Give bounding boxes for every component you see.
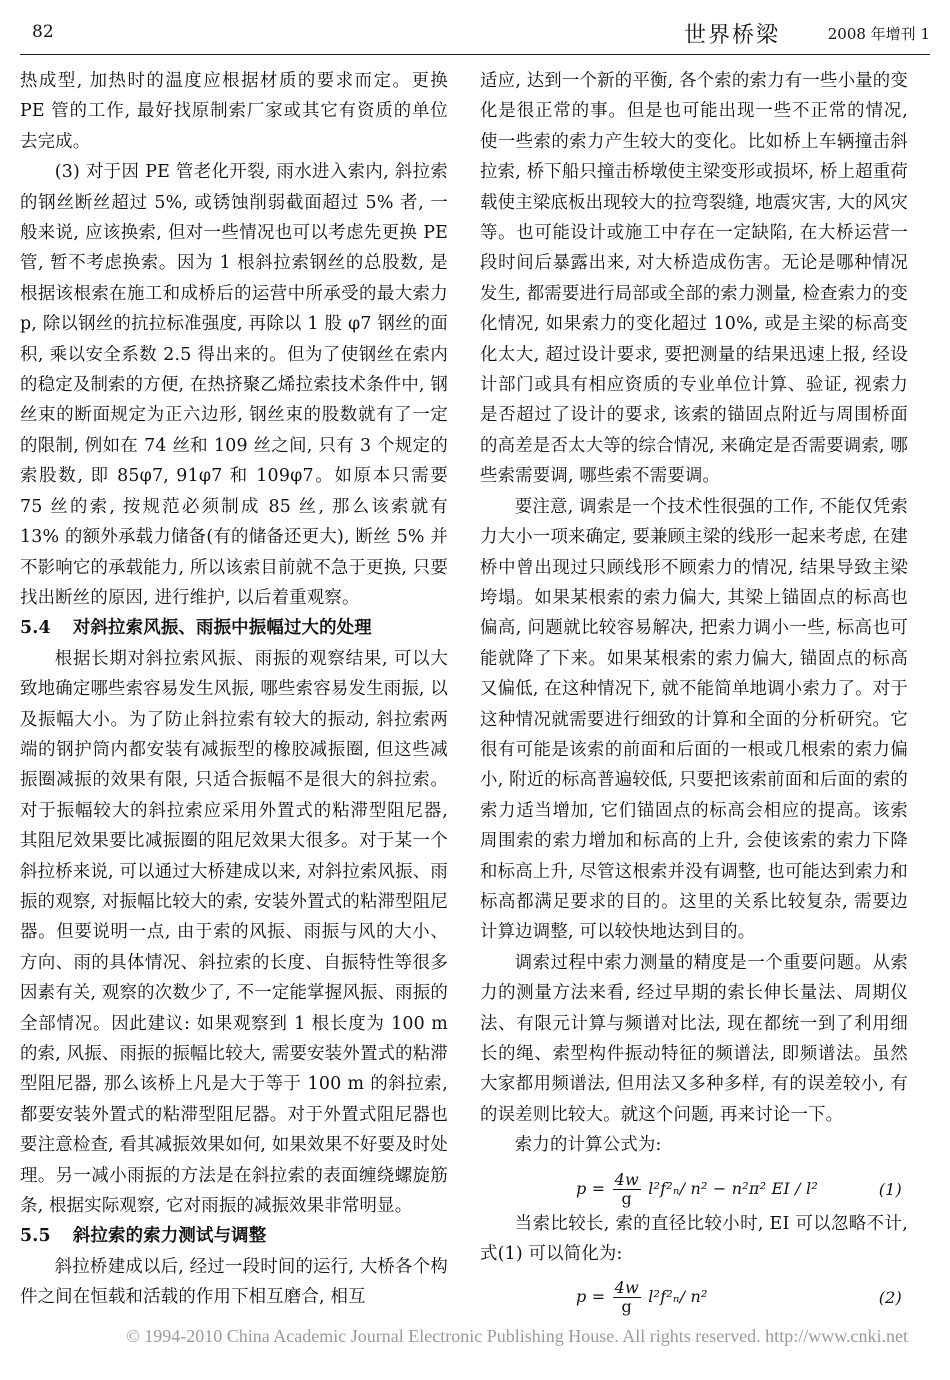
right-column (480, 66, 908, 1317)
paragraph: 当索比较长, 索的直径比较小时, EI 可以忽略不计, 式(1) 可以简化为: (480, 1213, 908, 1265)
section-heading-5-5 (20, 1221, 448, 1251)
fraction-numerator: 4w (614, 1169, 639, 1189)
section-number: 5.4 (20, 618, 51, 639)
section-title: 对斜拉索风振、雨振中振幅过大的处理 (72, 618, 372, 639)
section-title: 斜拉索的索力测试与调整 (72, 1226, 267, 1247)
paragraph: 根据长期对斜拉索风振、雨振的观察结果, 可以大致地确定哪些索容易发生风振, 哪些索容易发生雨振, 以及振幅大小。为了防止斜拉索有较大的振动, 斜拉索两端的钢护筒内都安装有减振型的橡胶减振圈, 但这些减振圈减振的效果有限, 只适合振幅不是很大的斜拉索。对于振幅较大的斜拉索应采用外置式的粘滞型阻尼器, 其阻尼效果要比减振圈的阻尼效果大很多。对于某一个斜拉桥来说, 可以通过大桥建成以来, 对斜拉索风振、雨振的观察, 对振幅比较大的索, 安装外置式的粘滞型阻尼器。但要说明一点, 由于索的风振、雨振与风的大小、方向、雨的具体情况、斜拉索的长度、自振特性等很多因素有关, 观察的次数少了, 不一定能掌握风振、雨振的全部情况。因此建议: 如果观察到 1 根长度为 100 m 的索, 风振、雨振的振幅比较大, 需要安装外置式的粘滞型阻尼器, 那么该桥上凡是大于等于 100 m 的斜拉索, 都要安装外置式的粘滞型阻尼器。对于外置式阻尼器也要注意检查, 看其减振效果如何, 如果效果不好要及时处理。另一减小雨振的方法是在斜拉索的表面缠绕螺旋筋条, 根据实际观察, 它对雨振的减振效果非常明显。 (20, 648, 448, 1217)
equation-number: (1) (878, 1179, 902, 1199)
equation-fraction (613, 1171, 641, 1208)
fraction-numerator: 4w (614, 1278, 639, 1298)
copyright-footer: © 1994-2010 China Academic Journal Electronic Publishing House. All rights reserved. http://www.cnki.net (126, 1326, 908, 1346)
equation-lhs: p = (576, 1178, 606, 1198)
equation-expression (576, 1279, 708, 1316)
paragraph: (3) 对于因 PE 管老化开裂, 雨水进入索内, 斜拉索的钢丝断丝超过 5%, 或锈蚀削弱截面超过 5% 者, 一般来说, 应该换索, 但对一些情况也可以考虑先更换 PE 管, 暂不考虑换索。因为 1 根斜拉索钢丝的总股数, 是根据该根索在施工和成桥后的运营中所承受的最大索力 p, 除以钢丝的抗拉标准强度, 再除以 1 股 φ7 钢丝的面积, 乘以安全系数 2.5 得出来的。但为了使钢丝在索内的稳定及制索的方便, 在热挤聚乙烯拉索技术条件中, 钢丝束的断面规定为正六边形, 钢丝束的股数就有了一定的限制, 例如在 74 丝和 109 丝之间, 只有 3 个规定的索股数, 即 85φ7, 91φ7 和 109φ7。如原本只需要 75 丝的索, 按规范必须制成 85 丝, 那么该索就有 13% 的额外承载力储备(有的储备还更大), 断丝 5% 并不影响它的承载能力, 所以该索目前就不急于更换, 只要找出断丝的原因, 进行维护, 以后着重观察。 (20, 162, 448, 608)
equation-lhs: p = (576, 1287, 606, 1307)
section-number: 5.5 (20, 1226, 51, 1247)
issue-label: 2008 年增刊 1 (827, 25, 930, 43)
paragraph: 调索过程中索力测量的精度是一个重要问题。从索力的测量方法来看, 经过早期的索长伸长量法、周期仪法、有限元计算与频谱对比法, 现在都统一到了利用细长的绳、索型构件振动特征的频谱法, 即频谱法。虽然大家都用频谱法, 但用法又多种多样, 有的误差较小, 有的误差则比较大。就这个问题, 再来讨论一下。 (480, 952, 908, 1125)
equation-rhs: l²f²ₙ/ n² (648, 1287, 708, 1307)
paragraph: 要注意, 调索是一个技术性很强的工作, 不能仅凭索力大小一项来确定, 要兼顾主梁的线形一起来考虑, 在建桥中曾出现过只顾线形不顾索力的情况, 结果导致主梁垮塌。如果某根索的索力偏大, 其梁上锚固点的标高也偏高, 问题就比较容易解决, 把索力调小一些, 标高也可能就降了下来。如果某根索的索力偏大, 锚固点的标高又偏低, 在这种情况下, 就不能简单地调小索力了。对于这种情况就需要进行细致的计算和全面的分析研究。它很有可能是该索的前面和后面的一根或几根索的索力偏小, 附近的标高普遍较低, 只要把该索前面和后面的索的索力适当增加, 它们锚固点的标高会相应的提高。该索周围索的索力增加和标高的上升, 会使该索的索力下降和标高上升, 尽管这根索并没有调整, 也可能达到索力和标高都满足要求的目的。这里的关系比较复杂, 需要边计算边调整, 可以较快地达到目的。 (480, 496, 908, 943)
paragraph: 适应, 达到一个新的平衡, 各个索的索力有一些小量的变化是很正常的事。但是也可能出现一些不正常的情况, 使一些索的索力产生较大的变化。比如桥上车辆撞击斜拉索, 桥下船只撞击桥墩使主梁变形或损坏, 桥上超重荷载使主梁底板出现较大的拉弯裂缝, 地震灾害, 大的风灾等。也可能设计或施工中存在一定缺陷, 在大桥运营一段时间后暴露出来, 对大桥造成伤害。无论是哪种情况发生, 都需要进行局部或全部的索力测量, 检查索力的变化情况, 如果索力的变化超过 10%, 或是主梁的标高变化太大, 超过设计要求, 要把测量的结果迅速上报, 经设计部门或具有相应资质的专业单位计算、验证, 视索力是否超过了设计的要求, 该索的锚固点附近与周围桥面的高差是否太大等的综合情况, 来确定是否需要调索, 哪些索需要调, 哪些索不需要调。 (480, 71, 908, 487)
equation-expression (576, 1171, 818, 1208)
paragraph: 索力的计算公式为: (514, 1135, 662, 1156)
equation-2 (480, 1271, 908, 1315)
section-heading-5-4 (20, 613, 448, 643)
journal-title: 世界桥梁 (683, 23, 780, 48)
fraction-denominator: g (621, 1297, 632, 1317)
page-header (20, 18, 930, 55)
page-number: 82 (32, 22, 54, 42)
paragraph: 热成型, 加热时的温度应根据材质的要求而定。更换 PE 管的工作, 最好找原制索厂家或其它有资质的单位去完成。 (20, 71, 448, 152)
equation-rhs: l²f²ₙ/ n² − n²π² EI / l² (648, 1178, 818, 1198)
fraction-denominator: g (621, 1188, 632, 1208)
equation-1 (480, 1163, 908, 1207)
left-column (20, 66, 448, 1313)
paragraph: 斜拉桥建成以后, 经过一段时间的运行, 大桥各个构件之间在恒载和活载的作用下相互磨合, 相互 (20, 1256, 448, 1308)
equation-number: (2) (878, 1288, 902, 1308)
equation-fraction (613, 1279, 641, 1316)
